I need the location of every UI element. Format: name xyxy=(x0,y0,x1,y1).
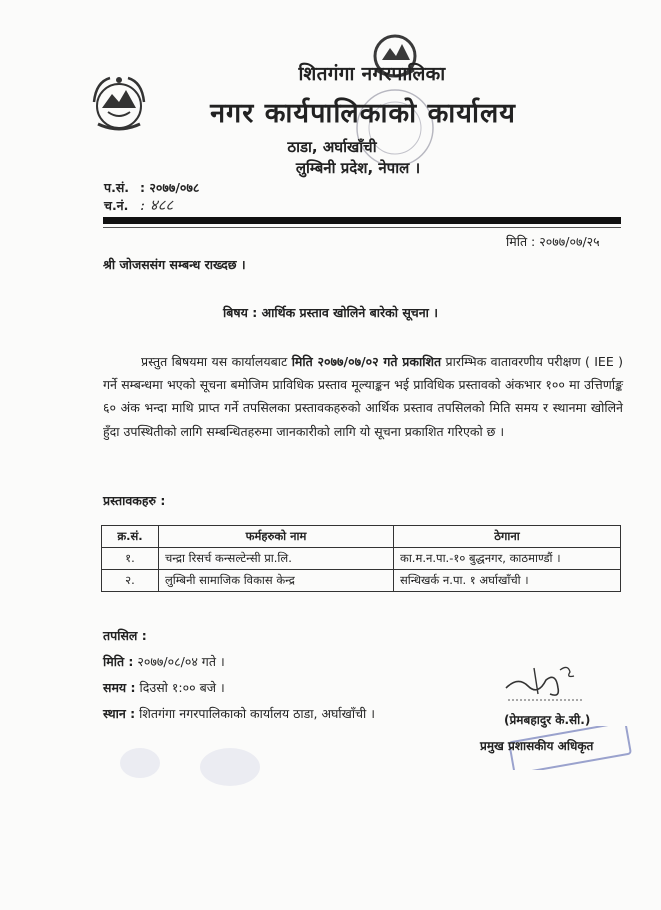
table-header-firm: फर्महरुको नाम xyxy=(159,526,394,548)
table-header-serial: क्र.सं. xyxy=(102,526,159,548)
reference-number xyxy=(104,179,199,196)
schedule-time xyxy=(103,679,225,696)
addressee: श्री जोजससंग सम्बन्ध राख्दछ । xyxy=(103,257,246,272)
table-cell-firm: लुम्बिनी सामाजिक विकास केन्द्र xyxy=(159,570,394,592)
body-part-2: प्रारम्भिक वातावरणीय परीक्षण ( IEE ) गर्ने सम्बन्धमा भएको सूचना बमोजिम प्राविधिक प्रस्ताव मूल्याङ्कन भई प्राविधिक प्रस्तावको अंकभार १०० मा उत्तिर्णाङ्क ६० अंक भन्दा माथि प्राप्त गर्ने तपसिलका प्रस्तावकहरुको आर्थिक प्रस्ताव तपसिलको मिति समय र स्थानमा खोलिने हुँदा उपस्थितीको लागि सम्बन्धितहरुमा जानकारीको लागि यो सूचना प्रकाशित गरिएको छ । xyxy=(103,354,623,439)
table-header-row xyxy=(102,526,621,548)
schedule-title: तपसिल : xyxy=(103,628,147,643)
table-row xyxy=(102,570,621,592)
proposers-label: प्रस्तावकहरु : xyxy=(103,493,166,508)
table-row xyxy=(102,548,621,570)
table-cell-address: का.म.न.पा.-१० बुद्धनगर, काठमाण्डौं । xyxy=(394,548,621,570)
schedule-time-label: समय : xyxy=(103,680,136,695)
office-title: नगर कार्यपालिकाको कार्यालय xyxy=(210,98,516,129)
schedule-date-label: मिति : xyxy=(103,654,134,669)
dispatch-number-value: : ४८८ xyxy=(140,196,174,214)
subject-line: बिषय : आर्थिक प्रस्ताव खोलिने बारेको सूचना । xyxy=(223,305,438,320)
dispatch-number xyxy=(104,195,173,215)
schedule-place-label: स्थान : xyxy=(103,706,136,721)
header-divider-thin xyxy=(103,227,621,228)
notice-body xyxy=(103,350,623,443)
handwritten-signature xyxy=(498,658,588,706)
header-divider-thick xyxy=(103,217,621,224)
letter-date: मिति : २०७७/०७/२५ xyxy=(506,234,600,249)
reference-number-label: प.सं. xyxy=(104,180,130,195)
table-header-address: ठेगाना xyxy=(394,526,621,548)
schedule-place-value: शितगंगा नगरपालिकाको कार्यालय ठाडा, अर्घाखाँची । xyxy=(135,706,375,721)
office-province: लुम्बिनी प्रदेश, नेपाल । xyxy=(295,159,421,177)
schedule-date-value: २०७७/०८/०४ गते । xyxy=(133,654,225,669)
signatory-title: प्रमुख प्रशासकीय अधिकृत xyxy=(480,739,594,753)
table-cell-serial: १. xyxy=(102,548,159,570)
body-part-1: प्रस्तुत बिषयमा यस कार्यालयबाट xyxy=(141,354,292,369)
table-cell-serial: २. xyxy=(102,570,159,592)
ink-smudge xyxy=(200,748,260,786)
proposers-table xyxy=(101,525,621,592)
schedule-time-value: दिउसो १:०० बजे । xyxy=(135,680,225,695)
nepal-emblem-icon xyxy=(88,72,150,134)
schedule-place xyxy=(103,705,375,722)
table-cell-firm: चन्द्रा रिसर्च कन्सल्टेन्सी प्रा.लि. xyxy=(159,548,394,570)
schedule-date xyxy=(103,653,225,670)
body-bold-date: मिति २०७७/०७/०२ गते प्रकाशित xyxy=(291,354,442,369)
signatory-name: (प्रेमबहादुर के.सी.) xyxy=(504,713,591,727)
ink-smudge xyxy=(120,748,160,778)
dispatch-number-label: च.नं. xyxy=(104,198,129,213)
office-address: ठाडा, अर्घाखाँची xyxy=(287,138,377,156)
municipality-name: शितगंगा नगरपालिका xyxy=(298,63,446,85)
table-cell-address: सन्धिखर्क न.पा. १ अर्घाखाँची । xyxy=(394,570,621,592)
reference-number-value: : २०७७/०७८ xyxy=(140,180,200,195)
